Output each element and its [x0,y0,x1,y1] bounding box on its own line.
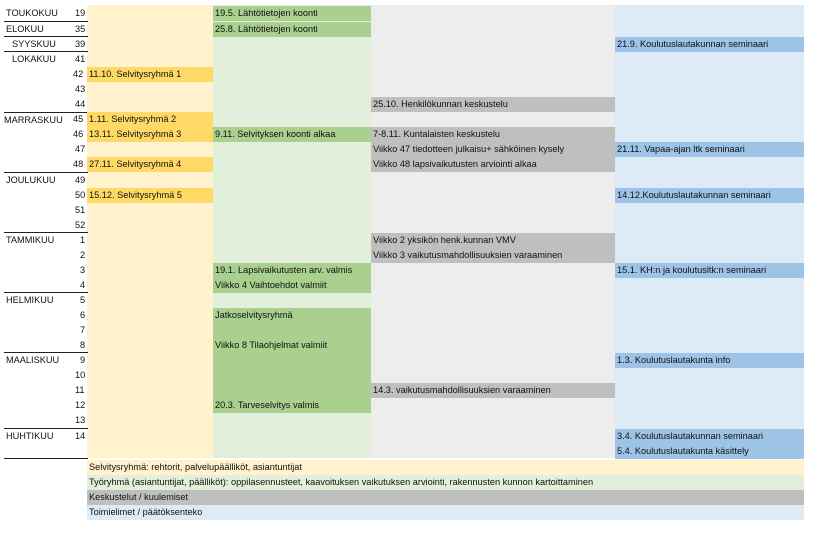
week-number: 19 [75,8,86,18]
toimielin-event: 3.4. Koulutuslautakunnan seminaari [615,429,804,444]
tyoryhma-event: 20.3. Tarveselvitys valmis [213,398,371,413]
month-label: LOKAKUU [12,54,56,64]
month-label: TAMMIKUU [6,235,55,245]
tyoryhma-event: 25.8. Lähtötietojen koonti [213,22,371,37]
month-label: ELOKUU [6,24,44,34]
keskustelu-event: Viikko 47 tiedotteen julkaisu+ sähköinen kysely [371,142,615,157]
week-number: 8 [80,340,86,350]
selvitys-event: 11.10. Selvitysryhmä 1 [87,67,213,82]
tyoryhma-event: Jatkoselvitysryhmä [213,308,371,353]
week-number: 52 [75,220,86,230]
week-number: 10 [75,370,86,380]
tyoryhma-event: 19.1. Lapsivaikutusten arv. valmis [213,263,371,278]
week-number: 39 [75,39,86,49]
keskustelu-event: 14.3. vaikutusmahdollisuuksien varaaminen [371,383,615,398]
selvitys-event: 13.11. Selvitysryhmä 3 [87,127,213,142]
keskustelu-event: 25.10. Henkilökunnan keskustelu [371,97,615,112]
week-number: 44 [75,99,86,109]
toimielin-event: 5.4. Koulutuslautakunta käsittely [615,444,804,459]
tyoryhma-span [213,353,371,398]
week-number: 49 [75,175,86,185]
week-number: 12 [75,400,86,410]
legend-keskustelut: Keskustelut / kuulemiset [87,490,804,505]
keskustelu-event: Viikko 2 yksikön henk.kunnan VMV [371,233,615,248]
keskustelu-event: Viikko 3 vaikutusmahdollisuuksien varaaminen [371,248,615,263]
keskustelu-event: 7-8.11. Kuntalaisten keskustelu [371,127,615,142]
toimielin-event: 1.3. Koulutuslautakunta info [615,353,804,368]
week-number: 1 [80,235,86,245]
toimielin-event: 14.12.Koulutuslautakunnan seminaari [615,188,804,203]
selvitys-event: 1.11. Selvitysryhmä 2 [87,112,213,127]
tyoryhma-event: 9.11. Selvityksen koonti alkaa [213,127,371,142]
week-number: 14 [75,431,86,441]
legend-selvitys: Selvitysryhmä: rehtorit, palvelupäälliköt, asiantuntijat [87,460,804,475]
toimielimet-column-band [615,5,804,458]
legend-toimielimet: Toimielimet / päätöksenteko [87,505,804,520]
week-number: 42 [73,69,84,79]
week-number: 13 [75,415,86,425]
week-number: 48 [73,159,84,169]
week-number: 9 [80,355,86,365]
tyoryhma-event: Viikko 8 Tilaohjelmat valmiit [213,338,371,353]
month-label: MAALISKUU [6,355,60,365]
week-number: 11 [75,385,85,395]
week-number: 35 [75,24,86,34]
week-number: 5 [80,295,86,305]
week-number: 50 [75,190,86,200]
toimielin-event: 15.1. KH:n ja koulutusltk:n seminaari [615,263,804,278]
week-number: 7 [80,325,86,335]
toimielin-event: 21.9. Koulutuslautakunnan seminaari [615,37,804,52]
month-label: JOULUKUU [6,175,56,185]
week-number: 4 [80,280,86,290]
month-label: TOUKOKUU [6,8,58,18]
toimielin-event: 21.11. Vapaa-ajan ltk seminaari [615,142,804,157]
month-label: SYYSKUU [12,39,56,49]
legend-tyoryhma: Työryhmä (asiantuntijat, päälliköt): oppilasennusteet, kaavoituksen vaikutuksen arviointi, rakennusten kunnon kartoittaminen [87,475,804,490]
week-number: 41 [75,54,86,64]
month-label: HUHTIKUU [6,431,54,441]
separator-line [4,458,88,459]
month-label: MARRASKUU [4,115,63,125]
selvitys-event: 27.11. Selvitysryhmä 4 [87,157,213,172]
tyoryhma-event: 19.5. Lähtötietojen koonti [213,6,371,21]
week-number: 3 [80,265,86,275]
week-number: 45 [73,114,84,124]
selvitys-event: 15.12. Selvitysryhmä 5 [87,188,213,203]
week-number: 47 [75,144,86,154]
week-number: 46 [73,129,84,139]
keskustelu-event: Viikko 48 lapsivaikutusten arviointi alkaa [371,157,615,172]
week-number: 51 [75,205,86,215]
tyoryhma-event: Viikko 4 Vaihtoehdot valmiit [213,278,371,293]
month-label: HELMIKUU [6,295,54,305]
week-number: 43 [75,84,86,94]
week-number: 6 [80,310,86,320]
week-number: 2 [80,250,86,260]
